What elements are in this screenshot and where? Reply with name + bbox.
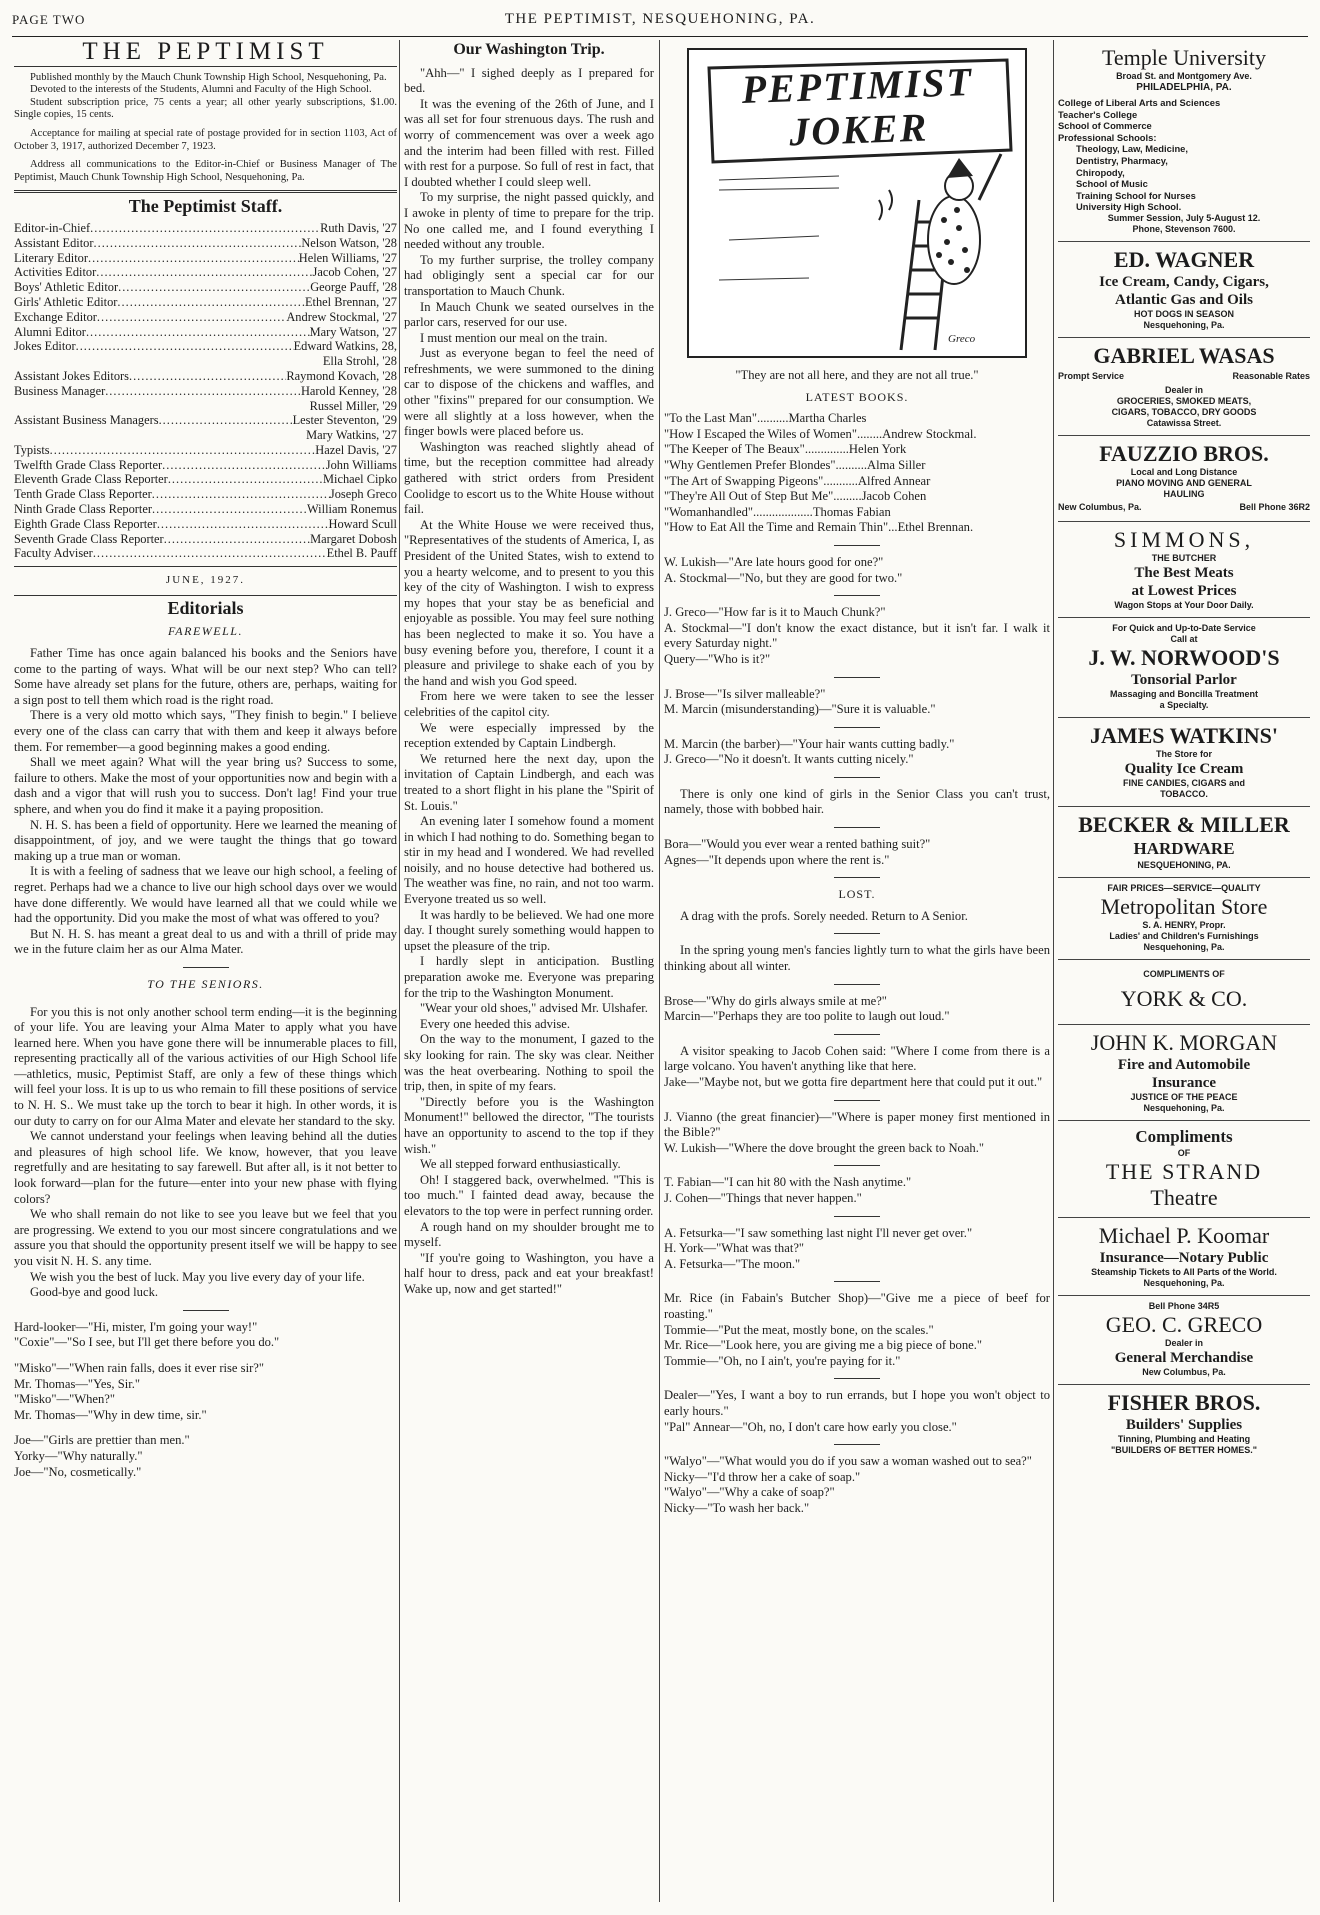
article-paragraph: It was hardly to be believed. We had one more day. I thought surely something would happen to upset the pleasure of the trip. — [404, 907, 654, 953]
editorials-heading: Editorials — [167, 597, 244, 618]
article-paragraph: "Directly before you is the Washington Monument!" bellowed the director, "The tourists have an opportunity to ascend to the top if they wish." — [404, 1094, 654, 1156]
column-divider — [659, 40, 660, 1902]
staff-row: Tenth Grade Class Reporter ..... Joseph Greco — [14, 487, 397, 502]
ad-john-k-morgan: JOHN K. MORGAN Fire and Automobile Insurance JUSTICE OF THE PEACE Nesquehoning, Pa. — [1058, 1025, 1310, 1121]
seniors-paragraph: We who shall remain do not like to see you leave but we feel that you are progressing. We extend to you our most sincere congratulations and we assure you that should the opportunity present itself we will be happy to see you visit N. H. S. any time. — [14, 1207, 397, 1269]
running-title: THE PEPTIMIST, NESQUEHONING, PA. — [504, 11, 816, 27]
rule — [183, 967, 229, 968]
joke-line: J. Brose—"Is silver malleable?" — [664, 686, 826, 701]
article-paragraph: In Mauch Chunk we seated ourselves in the parlor cars, reserved for our use. — [404, 299, 654, 330]
publication-info: Published monthly by the Mauch Chunk Township High School, Nesquehoning, Pa. — [30, 71, 387, 83]
cartoon-signature: Greco — [948, 333, 976, 345]
staff-row: Russel Miller, '29 — [309, 398, 397, 413]
staff-row: Assistant Business Managers ..... Lester Steventon, '29 — [14, 413, 397, 428]
staff-row: Exchange Editor ..... Andrew Stockmal, '27 — [14, 310, 397, 325]
joke-line: Mr. Rice—"Look here, you are giving me a big piece of bone." — [664, 1338, 983, 1353]
address-notice: Address all communications to the Editor-in-Chief or Business Manager of The Peptimist, Mauch Chunk Township High School, Nesquehoning, Pa. — [14, 159, 397, 183]
joke-line: In the spring young men's fancies lightly turn to what the girls have been thinking about all winter. — [664, 943, 1050, 974]
rule — [834, 1216, 880, 1217]
staff-row: Business Manager ..... Harold Kenney, '28 — [14, 384, 397, 399]
book-line: "Why Gentlemen Prefer Blondes"..........Alma Siller — [664, 457, 926, 472]
article-paragraph: From here we were taken to see the lesser celebrities of the capitol city. — [404, 689, 654, 719]
joke-line: Mr. Thomas—"Why in dew time, sir." — [14, 1407, 207, 1422]
staff-row: Twelfth Grade Class Reporter ..... John Williams — [14, 458, 397, 473]
staff-row: Activities Editor ..... Jacob Cohen, '27 — [14, 265, 397, 280]
joke-line: W. Lukish—"Where the dove brought the green back to Noah." — [664, 1140, 985, 1155]
issue-date: JUNE, 1927. — [165, 574, 246, 587]
staff-row: Seventh Grade Class Reporter ..... Margaret Dobosh — [14, 532, 397, 547]
joke-line: A. Stockmal—"I don't know the exact distance, but it isn't far. I walk it every Saturday night." — [664, 620, 1050, 651]
rule — [14, 566, 397, 567]
rule — [834, 984, 880, 985]
article-paragraph: It was the evening of the 26th of June, and I was all set for four strenuous days. The rush and worry of commencement was over a week ago and the interim had been filled with rest. Filled with rest for a purpose. So full of rest in fact, that I doubted whether I could sleep well. — [404, 96, 654, 189]
joke-line: Tommie—"Put the meat, mostly bone, on the scales." — [664, 1322, 934, 1337]
rule — [183, 1310, 229, 1311]
paper-title: THE PEPTIMIST — [82, 40, 329, 65]
rule — [834, 1444, 880, 1445]
rule — [834, 1378, 880, 1379]
ad-temple-university: Temple University Broad St. and Montgomery Ave. PHILADELPHIA, PA. College of Liberal Arts and Sciences Teacher's College School of Commerce Professional Schools: Theology, Law, Medicine, Dentistry, Pharmacy, Chiropody, School of Music Training School for Nurses University High School. Summer Session, July 5-August 12. Phone, Stevenson 7600. — [1058, 40, 1310, 242]
joke-line: "Walyo"—"What would you do if you saw a woman washed out to sea?" — [664, 1454, 1032, 1469]
rule — [834, 1100, 880, 1101]
joke-line: A. Stockmal—"No, but they are good for two." — [664, 570, 903, 585]
book-line: "Womanhandled"...................Thomas Fabian — [664, 504, 891, 519]
postage-notice: Acceptance for mailing at special rate of postage provided for in section 1103, Act of October 3, 1917, authorized December 7, 1923. — [14, 127, 397, 152]
joke-line: Nicky—"I'd throw her a cake of soap." — [664, 1469, 861, 1484]
staff-row: Alumni Editor ..... Mary Watson, '27 — [14, 325, 397, 340]
article-paragraph: On the way to the monument, I gazed to the sky looking for rain. The sky was clear. Neither was the heat overbearing. Nothing to spoil the trip, then, in spite of my fears. — [404, 1032, 654, 1094]
farewell-paragraph: There is a very old motto which says, "They finish to begin." I believe every one of the class can carry that with them and keep it always before them. For remember—a good beginning makes a good ending. — [14, 708, 397, 754]
article-paragraph: I hardly slept in anticipation. Bustling preparation awoke me. Everyone was preparing for the trip to the Washington Monument. — [404, 954, 654, 1000]
joke-line: Agnes—"It depends upon where the rent is." — [664, 852, 890, 867]
rule — [14, 190, 397, 193]
farewell-paragraph: N. H. S. has been a field of opportunity. Here we learned the meaning of disappointment, of joy, and we were taught the things that go toward making up a true man or woman. — [14, 817, 397, 863]
book-line: "How I Escaped the Wiles of Women"........Andrew Stockmal. — [664, 426, 977, 441]
lost-heading: LOST. — [838, 887, 876, 902]
joke-line: Yorky—"Why naturally." — [14, 1448, 143, 1463]
rule — [834, 595, 880, 596]
article-title: Our Washington Trip. — [453, 41, 605, 58]
seniors-paragraph: For you this is not only another school term ending—it is the beginning of your life. You are leaving your Alma Mater to apply what you have learned here. When you have gone there will be innumerable places to fill, representing practically all of the various activities of our High School life—athletics, music, Peptimist Staff, are only a few of these things which will feel your loss. It is up to us who remain to fill these positions of service to N. H. S.. We must take up the torch to bear it high. In other words, it is our duty to carry on for our Alma Mater and elevate her standard to the sky. — [14, 1004, 397, 1128]
joke-line: A. Fetsurka—"The moon." — [664, 1256, 801, 1271]
article-paragraph: Every one heeded this advise. — [420, 1016, 571, 1031]
ad-york-co: COMPLIMENTS OF YORK & CO. — [1058, 960, 1310, 1025]
article-paragraph: I must mention our meal on the train. — [420, 330, 608, 345]
staff-row: Typists ..... Hazel Davis, '27 — [14, 443, 397, 458]
article-paragraph: "Wear your old shoes," advised Mr. Ulshafer. — [420, 1001, 648, 1016]
joke-line: J. Vianno (the great financier)—"Where is paper money first mentioned in the Bible?" — [664, 1109, 1050, 1140]
book-line: "They're All Out of Step But Me".........Jacob Cohen — [664, 489, 927, 504]
ad-fisher-bros: FISHER BROS. Builders' Supplies Tinning, Plumbing and Heating "BUILDERS OF BETTER HOMES." — [1107, 1390, 1261, 1456]
rule — [834, 677, 880, 678]
article-paragraph: Oh! I staggered back, overwhelmed. "This is too much." I fainted dead away, because the elevators to the top were in perfect running order. — [404, 1172, 654, 1218]
staff-row: Boys' Athletic Editor ..... George Pauff, '28 — [14, 280, 397, 295]
article-paragraph: "If you're going to Washington, you have a half hour to dress, pack and eat your breakfast! Wake up, now and get started!" — [404, 1250, 654, 1296]
farewell-paragraph: Shall we meet again? What will the year bring us? Success to some, failure to others. Make the most of your opportunities now and begin with a dash and a vigor that will rush you to success. Don't lag! Find your true sphere, and when you do find it make it a paying proposition. — [14, 755, 397, 816]
ad-becker-miller: BECKER & MILLER HARDWARE NESQUEHONING, PA. — [1058, 807, 1310, 878]
joke-line: "Misko"—"When rain falls, does it ever rise sir?" — [14, 1360, 264, 1375]
article-paragraph: To my further surprise, the trolley company had obligingly sent a special car for our transportation to Mauch Chunk. — [404, 252, 654, 298]
farewell-paragraph: Father Time has once again balanced his books and the Seniors have come to the parting of ways. What will be our next step? Who can tell? Some have already set plans for the future, others are, perhaps, waiting for a sign post to tell them which road is the right road. — [14, 646, 397, 707]
page-header — [12, 8, 1308, 34]
rule — [834, 1165, 880, 1166]
joke-line: Nicky—"To wash her back." — [664, 1500, 810, 1515]
joke-line: J. Greco—"How far is it to Mauch Chunk?" — [664, 605, 886, 620]
joke-line: H. York—"What was that?" — [664, 1241, 805, 1256]
rule — [834, 877, 880, 878]
rule — [834, 827, 880, 828]
column-washington-trip — [404, 40, 654, 1902]
joke-line: M. Marcin (misunderstanding)—"Sure it is valuable." — [664, 702, 936, 717]
rule — [834, 933, 880, 934]
book-line: "The Keeper of The Beaux"..............Helen York — [664, 442, 907, 457]
joke-line: Marcin—"Perhaps they are too polite to laugh out loud." — [664, 1009, 950, 1024]
staff-row: Mary Watkins, '27 — [306, 428, 397, 443]
header-rule — [12, 36, 1308, 37]
book-line: "To the Last Man"..........Martha Charles — [664, 411, 867, 426]
article-paragraph: To my surprise, the night passed quickly, and I awoke in plenty of time to prepare for the trip. No one called me, and I found everything I needed without any trouble. — [404, 190, 654, 252]
joke-line: Query—"Who is it?" — [664, 651, 771, 666]
article-paragraph: We returned here the next day, upon the invitation of Captain Lindbergh, and each was treated to a short flight in his plane the "Spirit of St. Louis." — [404, 751, 654, 813]
ad-strand-theatre: Compliments OF THE STRAND Theatre — [1058, 1121, 1310, 1218]
article-paragraph: An evening later I somehow found a moment in which I had nothing to do. Something began to stir in my head and I wondered. We had revelled noisily, and no house detective had bothered us. The weather was fine, no rain, and not too warm. Everyone treated us so well. — [404, 814, 654, 907]
column-masthead-editorials — [14, 40, 397, 1902]
joke-line: There is only one kind of girls in the Senior Class you can't trust, namely, those with bobbed hair. — [664, 786, 1050, 817]
farewell-heading: FAREWELL. — [168, 624, 243, 639]
rule — [834, 777, 880, 778]
ad-jw-norwood: For Quick and Up-to-Date Service Call at J. W. NORWOOD'S Tonsorial Parlor Massaging and Boncilla Treatment a Specialty. — [1058, 618, 1310, 718]
book-line: "How to Eat All the Time and Remain Thin"...Ethel Brennan. — [664, 520, 974, 535]
rule — [834, 545, 880, 546]
joke-line: Tommie—"Oh, no I ain't, you're paying for it." — [664, 1353, 901, 1368]
joke-line: Brose—"Why do girls always smile at me?" — [664, 993, 887, 1008]
joke-line: Jake—"Maybe not, but we gotta fire department here that could put it out." — [664, 1075, 1043, 1089]
seniors-paragraph: We cannot understand your feelings when leaving behind all the duties and pleasures of high school life. We know, however, that you leave regretfully and are hesitating to say farewell. But after all, is it not better to look forward—plan for the future—enter into your new phase with flying colors? — [14, 1129, 397, 1206]
joke-line: Bora—"Would you ever wear a rented bathing suit?" — [664, 837, 931, 852]
article-paragraph: A rough hand on my shoulder brought me to myself. — [404, 1219, 654, 1250]
publication-info: Student subscription price, 75 cents a year; all other yearly subscriptions, $1.00. Single copies, 15 cents. — [14, 96, 397, 121]
ad-geo-c-greco: Bell Phone 34R5 GEO. C. GRECO Dealer in General Merchandise New Columbus, Pa. — [1058, 1296, 1310, 1385]
column-jokes — [664, 40, 1050, 1902]
joke-line: Hard-looker—"Hi, mister, I'm going your way!" — [14, 1319, 258, 1334]
farewell-paragraph: It is with a feeling of sadness that we leave our high school, a feeling of regret. Perhaps had we a chance to live our high school days over we would have done differently. We would have learned all that we could while we had the opportunity. Did you make the most of what was offered to you? — [14, 864, 397, 926]
column-divider — [1053, 40, 1054, 1902]
column-advertisements — [1058, 40, 1310, 1902]
rule — [834, 1034, 880, 1035]
seniors-paragraph: Good-bye and good luck. — [30, 1285, 159, 1300]
article-paragraph: "Ahh—" I sighed deeply as I prepared for bed. — [404, 65, 654, 96]
staff-row: Jokes Editor ..... Edward Watkins, 28, — [14, 339, 397, 354]
cartoon-title: PEPTIMIST JOKER — [740, 58, 974, 155]
joke-line: Dealer—"Yes, I want a boy to run errands, but I hope you won't object to early hours." — [664, 1388, 1050, 1418]
seniors-paragraph: We wish you the best of luck. May you live every day of your life. — [30, 1269, 365, 1284]
article-paragraph: We were especially impressed by the reception extended by Captain Lindbergh. — [404, 720, 654, 751]
joke-line: Mr. Thomas—"Yes, Sir." — [14, 1376, 140, 1391]
ad-james-watkins: JAMES WATKINS' The Store for Quality Ice Cream FINE CANDIES, CIGARS and TOBACCO. — [1058, 718, 1310, 807]
joke-line: Joe—"No, cosmetically." — [14, 1464, 142, 1479]
article-paragraph: Washington was reached slightly ahead of time, but the reception committee had already gathered with strict orders from President Coolidge to escort us to the White House without fail. — [404, 439, 654, 517]
staff-list — [14, 221, 397, 561]
staff-row: Faculty Adviser ..... Ethel B. Pauff — [14, 546, 397, 561]
staff-row: Ella Strohl, '28 — [322, 354, 397, 369]
joke-line: Joe—"Girls are prettier than men." — [14, 1433, 190, 1448]
joke-line: "Walyo"—"Why a cake of soap?" — [664, 1485, 835, 1500]
joke-line: A drag with the profs. Sorely needed. Return to A Senior. — [680, 908, 968, 923]
column-divider — [399, 40, 400, 1902]
cartoon-caption: "They are not all here, and they are not all true." — [735, 368, 979, 382]
joke-line: W. Lukish—"Are late hours good for one?" — [664, 554, 884, 569]
ad-fauzzio-bros: FAUZZIO BROS. Local and Long Distance PIANO MOVING AND GENERAL HAULING New Columbus, Pa. Bell Phone 36R2 — [1058, 436, 1310, 523]
publication-info: Devoted to the interests of the Students, Alumni and Faculty of the High School. — [30, 84, 372, 96]
joke-line: "Coxie"—"So I see, but I'll get there before you do." — [14, 1335, 280, 1350]
staff-row: Eighth Grade Class Reporter ..... Howard Scull — [14, 517, 397, 532]
joke-line: "Misko"—"When?" — [14, 1392, 116, 1407]
staff-heading: The Peptimist Staff. — [128, 196, 283, 217]
rule — [14, 66, 397, 67]
rule — [14, 595, 397, 596]
ad-gabriel-wasas: GABRIEL WASAS Prompt Service Reasonable Rates Dealer in GROCERIES, SMOKED MEATS, CIGARS, TOBACCO, DRY GOODS Catawissa Street. — [1058, 338, 1310, 436]
joke-line: J. Cohen—"Things that never happen." — [664, 1190, 862, 1205]
staff-row: Eleventh Grade Class Reporter ..... Michael Cipko — [14, 472, 397, 487]
page-number: PAGE TWO — [12, 12, 86, 27]
article-paragraph: At the White House we were received thus, "Representatives of the students of America, I, as President of the United States, wish to extend to you a hearty welcome, and to present to you this key of the city of Washington. I wish to express my hopes that your stay be as beneficial and enjoyable as possible. You may feel sure nothing has been neglected to make it so. You have a busy evening before you, therefore, I count it a pleasure and privilege to shake each of you by the hand and wish you God speed. — [404, 517, 654, 688]
article-paragraph: Just as everyone began to feel the need of refreshments, we were summoned to the dining car to dispose of the chickens and waffles, and other "fixins'" prepared for our consumption. We were all slightly at a loss however, when the finger bowls were placed before us. — [404, 346, 654, 439]
book-line: "The Art of Swapping Pigeons"...........Alfred Annear — [664, 473, 931, 488]
joke-line: A visitor speaking to Jacob Cohen said: "Where I come from there is a large volcano. You haven't anything like that here. — [664, 1043, 1050, 1074]
staff-row: Assistant Jokes Editors ..... Raymond Kovach, '28 — [14, 369, 397, 384]
staff-row: Literary Editor ..... Helen Williams, '27 — [14, 251, 397, 266]
joke-line: A. Fetsurka—"I saw something last night I'll never get over." — [664, 1225, 973, 1240]
joke-line: M. Marcin (the barber)—"Your hair wants cutting badly." — [664, 736, 955, 751]
ad-metropolitan-store: FAIR PRICES—SERVICE—QUALITY Metropolitan Store S. A. HENRY, Propr. Ladies' and Children's Furnishings Nesquehoning, Pa. — [1058, 878, 1310, 960]
seniors-heading: TO THE SENIORS. — [147, 976, 264, 991]
staff-row: Girls' Athletic Editor ..... Ethel Brennan, '27 — [14, 295, 397, 310]
staff-row: Ninth Grade Class Reporter ..... William Ronemus — [14, 502, 397, 517]
joke-line: J. Greco—"No it doesn't. It wants cutting nicely." — [664, 752, 914, 767]
article-paragraph: We all stepped forward enthusiastically. — [420, 1157, 621, 1172]
books-heading: LATEST BOOKS. — [805, 389, 909, 404]
joke-line: Mr. Rice (in Fabain's Butcher Shop)—"Give me a piece of beef for roasting." — [664, 1291, 1050, 1321]
joke-line: T. Fabian—"I can hit 80 with the Nash anytime." — [664, 1175, 912, 1190]
rule — [834, 1281, 880, 1282]
staff-row: Assistant Editor ..... Nelson Watson, '28 — [14, 236, 397, 251]
ad-simmons: SIMMONS, THE BUTCHER The Best Meats at Lowest Prices Wagon Stops at Your Door Daily. — [1058, 522, 1310, 618]
ad-ed-wagner: ED. WAGNER Ice Cream, Candy, Cigars, Atlantic Gas and Oils HOT DOGS IN SEASON Nesquehoning, Pa. — [1058, 242, 1310, 338]
farewell-paragraph: But N. H. S. has meant a great deal to us and with a thrill of pride may we in the future claim her as our Alma Mater. — [14, 926, 397, 957]
staff-row: Editor-in-Chief ..... Ruth Davis, '27 — [14, 221, 397, 236]
ad-michael-koomar: Michael P. Koomar Insurance—Notary Public Steamship Tickets to All Parts of the World. Nesquehoning, Pa. — [1058, 1218, 1310, 1296]
rule — [834, 727, 880, 728]
joke-line: "Pal" Annear—"Oh, no, I don't care how early you close." — [664, 1419, 957, 1434]
